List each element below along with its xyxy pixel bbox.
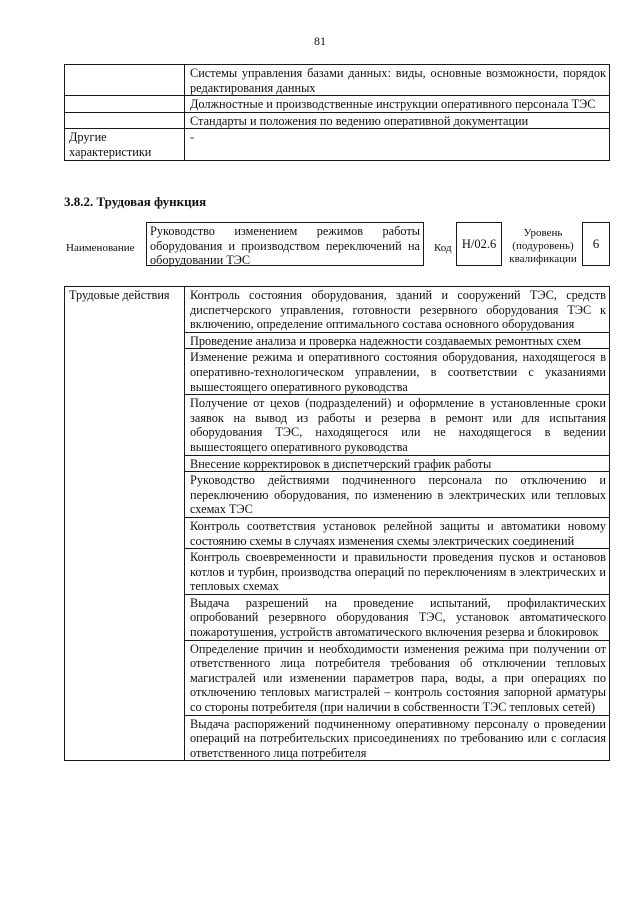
table-cell-right: Стандарты и положения по ведению оперативной документации (185, 112, 610, 129)
labor-action-item: Контроль соответствия установок релейной защиты и автоматики новому состоянию схемы в случаях изменения схемы электрических соединений (185, 517, 610, 548)
labor-action-item: Руководство действиями подчиненного персонала по отключению и переключению оборудования, по изменению в электрических или тепловых схемах ТЭС (185, 472, 610, 518)
name-label: Наименование (66, 242, 135, 254)
labor-actions-table (64, 286, 610, 761)
table-cell-left (65, 96, 185, 113)
labor-action-item: Выдача распоряжений подчиненному оперативному персоналу о проведении операций на потребительских присоединениях по требованию или с согласия ответственного лица потребителя (185, 715, 610, 761)
table-cell-left (65, 65, 185, 96)
function-name-box: Руководство изменением режимов работы оборудования и производством переключений на оборудовании ТЭС (146, 222, 424, 266)
level-label: Уровень (подуровень) квалификации (509, 227, 577, 265)
table-row (65, 129, 610, 161)
section-title: 3.8.2. Трудовая функция (64, 194, 207, 209)
labor-action-item: Определение причин и необходимости изменения режима при получении от ответственного лица потребителя требования об отключении тепловых магистралей или изменении параметров пара, воды, а при операциях по отключению тепловых магистралей – контроль состояния запорной арматуры со стороны потребителя (при наличии в собственности ТЭС тепловых сетей) (185, 640, 610, 715)
labor-action-item: Внесение корректировок в диспетчерский график работы (185, 455, 610, 472)
labor-action-item: Выдача разрешений на проведение испытаний, профилактических опробований резервного оборудования ТЭС, установок автоматического пожаротушения, устройств автоматического включения резерва и блокировок (185, 594, 610, 640)
table-cell-left (65, 112, 185, 129)
labor-actions-label: Трудовые действия (65, 287, 185, 761)
function-level-box: 6 (582, 222, 610, 266)
page-number: 81 (314, 34, 326, 48)
labor-action-item: Контроль своевременности и правильности проведения пусков и остановов котлов и турбин, производства операций по переключениям в электрических и тепловых схемах (185, 549, 610, 595)
other-characteristics-label: Другие характеристики (65, 129, 185, 161)
labor-action-item: Получение от цехов (подразделений) и оформление в установленные сроки заявок на вывод из работы и резерва в ремонт или для испытания оборудования ТЭС, находящегося или не находящегося в ведении вышестоящего оперативного руководства (185, 395, 610, 455)
table-cell-right: Должностные и производственные инструкции оперативного персонала ТЭС (185, 96, 610, 113)
labor-action-item: Изменение режима и оперативного состояния оборудования, находящегося в оперативно-технологическом управлении, в соответствии с указаниями вышестоящего оперативного руководства (185, 349, 610, 395)
labor-action-item: Контроль состояния оборудования, зданий и сооружений ТЭС, средств диспетчерского управления, готовности резервного оборудования ТЭС к включению, определение оптимального состава основного оборудования (185, 287, 610, 333)
knowledge-table (64, 64, 610, 161)
function-code-box: Н/02.6 (456, 222, 502, 266)
table-row (65, 96, 610, 113)
code-label: Код (434, 242, 452, 254)
table-row (65, 112, 610, 129)
labor-action-item: Проведение анализа и проверка надежности создаваемых ремонтных схем (185, 332, 610, 349)
table-row (65, 65, 610, 96)
table-row (65, 287, 610, 333)
table-cell-right: Системы управления базами данных: виды, основные возможности, порядок редактирования данных (185, 65, 610, 96)
other-characteristics-value: - (185, 129, 610, 161)
